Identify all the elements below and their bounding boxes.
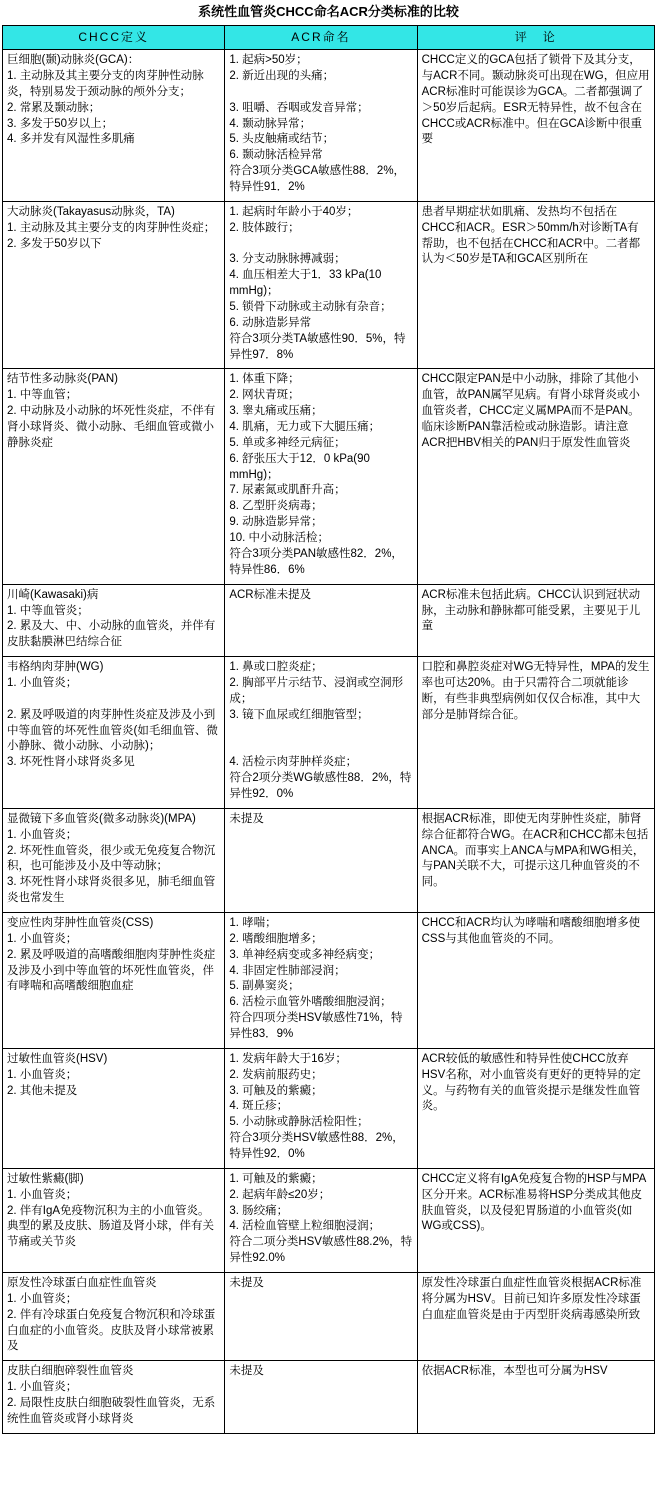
cell-comment [417, 369, 654, 584]
cell-line: CHCC限定PAN是中小动脉，排除了其他小血管，故PAN属罕见病。有肾小球肾炎或小血管炎者，CHCC定义属MPA而不是PAN。临床诊断PAN靠活检或动脉造影。请注意ACR把HBV相关的PAN归于原发性血管炎 [421, 373, 640, 449]
cell-comment [417, 1048, 654, 1168]
cell-acr [225, 1048, 417, 1168]
cell-acr [225, 584, 417, 656]
cell-line: 5. 锁骨下动脉或主动脉有杂音； [229, 301, 392, 314]
cell-line: 符合2项分类WG敏感性88．2%，特异性92．0% [229, 772, 412, 800]
cell-line: 1. 小血管炎； [7, 1381, 78, 1394]
table-row [3, 50, 655, 202]
cell-line: 1. 小血管炎； [7, 932, 78, 945]
cell-line: 符合四项分类HSV敏感性71%，特异性83．9% [229, 1012, 403, 1040]
cell-comment [417, 1361, 654, 1433]
cell-line: 4. 血压相差大于1．33 kPa(10 mmHg)； [229, 269, 382, 298]
cell-chcc [3, 584, 225, 656]
cell-line: 符合二项分类HSV敏感性88.2%，特异性92.0% [229, 1236, 413, 1265]
cell-line: 2. 发病前服药史； [229, 1068, 323, 1081]
cell-line: 2. 起病年龄≤20岁； [229, 1188, 331, 1201]
cell-acr [225, 1273, 417, 1361]
cell-line: 2. 中动脉及小动脉的坏死性炎症，不伴有肾小球肾炎、微小动脉、毛细血管或微小静脉炎症 [7, 405, 216, 449]
column-header-chcc: CHCC定义 [3, 25, 225, 50]
cell-chcc [3, 1168, 225, 1272]
table-row [3, 369, 655, 584]
cell-line: 6. 活检示血管外嗜酸细胞浸润； [229, 996, 392, 1009]
cell-line: 5. 单或多神经元病征； [229, 436, 346, 449]
cell-line: 符合3项分类HSV敏感性88．2%，特异性92．0% [229, 1132, 404, 1160]
cell-comment [417, 1168, 654, 1272]
cell-acr [225, 50, 417, 202]
cell-line [229, 237, 412, 253]
vasculitis-comparison-table [2, 25, 655, 1434]
cell-line: 皮肤白细胞碎裂性血管炎 [7, 1365, 134, 1378]
table-row [3, 657, 655, 809]
cell-line: 2. 嗜酸细胞增多； [229, 932, 323, 945]
cell-line: 2. 累及呼吸道的高嗜酸细胞肉芽肿性炎症及涉及小到中等血管的坏死性血管炎，伴有哮喘和高嗜酸细胞血症 [7, 948, 216, 993]
cell-chcc [3, 657, 225, 809]
cell-line: 1. 鼻或口腔炎症； [229, 661, 323, 674]
table-row [3, 1168, 655, 1272]
cell-line: 2. 累及大、中、小动脉的血管炎，并伴有皮肤黏膜淋巴结综合征 [7, 620, 216, 649]
column-header-comment: 评 论 [417, 25, 654, 50]
cell-line: 口腔和鼻腔炎症对WG无特异性，MPA的发生率也可达20%。由于只需符合二项就能诊断，有些非典型病例如仅仅合标准，其中大部分是肺肾综合征。 [421, 661, 650, 721]
cell-chcc [3, 1273, 225, 1361]
cell-line: 7. 尿素氮或肌酐升高； [229, 484, 346, 497]
cell-acr [225, 201, 417, 369]
cell-line: 3. 咀嚼、吞咽或发音异常； [229, 101, 369, 114]
cell-line: 韦格纳肉芽肿(WG) [7, 661, 104, 674]
cell-line: 川崎(Kawasaki)病 [7, 588, 99, 601]
cell-line: 1. 可触及的紫癜； [229, 1172, 323, 1185]
cell-comment [417, 584, 654, 656]
cell-line: 2. 坏死性血管炎，很少或无免疫复合物沉积，也可能涉及小及中等动脉； [7, 844, 216, 873]
cell-line: 4. 非固定性肺部浸润； [229, 964, 346, 977]
cell-line: 3. 可触及的紫癜； [229, 1084, 323, 1097]
cell-comment [417, 808, 654, 912]
cell-line: 1. 小血管炎； [7, 1292, 78, 1305]
cell-line: 符合3项分类GCA敏感性88．2%，特异性91．2% [229, 165, 406, 194]
cell-chcc [3, 1361, 225, 1433]
table-row [3, 201, 655, 369]
cell-line: 1. 小血管炎； [7, 828, 78, 841]
table-row [3, 584, 655, 656]
cell-line: 5. 小动脉或静脉活检阳性； [229, 1116, 369, 1129]
cell-acr [225, 1168, 417, 1272]
cell-line: CHCC和ACR均认为哮喘和嗜酸细胞增多使CSS与其他血管炎的不同。 [421, 916, 641, 945]
cell-comment [417, 657, 654, 809]
cell-line: 4. 活检示肉芽肿样炎症； [229, 756, 358, 769]
cell-line: 1. 发病年龄大于16岁； [229, 1052, 347, 1065]
cell-line: 4. 多并发有风湿性多肌痛 [7, 133, 135, 146]
cell-acr [225, 657, 417, 809]
cell-line: 10. 中小动脉活检； [229, 532, 330, 545]
cell-comment [417, 912, 654, 1048]
cell-line: 2. 常累及颞动脉； [7, 101, 101, 114]
table-header-row [3, 25, 655, 50]
table-row [3, 1048, 655, 1168]
cell-line: 2. 伴有IgA免疫物沉积为主的小血管炎。典型的累及皮肤、肠道及肾小球，伴有关节痛或关节炎 [7, 1204, 214, 1249]
cell-line: 结节性多动脉炎(PAN) [7, 373, 118, 386]
cell-line: 1. 小血管炎； [7, 676, 78, 689]
table-row [3, 808, 655, 912]
cell-line: 2. 肢体跛行； [229, 221, 300, 234]
cell-line: 1. 哮喘； [229, 916, 277, 929]
cell-acr [225, 808, 417, 912]
cell-line: 1. 主动脉及其主要分支的肉芽肿性动脉炎，特别易发于颈动脉的颅外分支； [7, 70, 204, 98]
cell-line: 变应性肉芽肿性血管炎(CSS) [7, 916, 154, 929]
cell-line [7, 692, 220, 708]
cell-line: 2. 胸部平片示结节、浸润或空洞形成； [229, 676, 404, 705]
cell-comment [417, 50, 654, 202]
cell-line: 原发性冷球蛋白血症性血管炎根据ACR标准将分属为HSV。目前已知许多原发性冷球蛋白血症血管炎是由于丙型肝炎病毒感染所致 [421, 1277, 642, 1321]
cell-chcc [3, 50, 225, 202]
cell-line: 6. 动脉造影异常 [229, 316, 312, 329]
cell-line [229, 724, 412, 740]
cell-chcc [3, 912, 225, 1048]
cell-line: 显微镜下多血管炎(微多动脉炎)(MPA) [7, 812, 196, 825]
cell-line: 4. 活检血管壁上粒细胞浸润； [229, 1220, 381, 1233]
cell-line: 4. 肌痛，无力或下大腿压痛； [229, 421, 381, 434]
cell-line: 3. 坏死性肾小球肾炎多见 [7, 756, 135, 769]
cell-line: CHCC定义的GCA包括了锁骨下及其分支，与ACR不同。颞动脉炎可出现在WG，但应用ACR标准时可能误诊为GCA。二者都强调了＞50岁后起病。ESR无特异性，故不包含在CHCC或ACR标准中。但在GCA诊断中很重要 [421, 54, 650, 146]
cell-line: 根据ACR标准，即使无肉芽肿性炎症，肺肾综合征都符合WG。在ACR和CHCC都未包括ANCA。而事实上ANCA与MPA和WG相关，与PAN关联不大，可提示这几种血管炎的不同。 [421, 812, 649, 889]
cell-line: 6. 颞动脉活检异常 [229, 149, 323, 162]
cell-line: 依据ACR标准，本型也可分属为HSV [421, 1365, 608, 1378]
cell-acr [225, 912, 417, 1048]
cell-line: 未提及 [229, 1277, 264, 1290]
cell-line: 过敏性血管炎(HSV) [7, 1052, 108, 1065]
cell-line [229, 739, 412, 755]
cell-line: 符合3项分类PAN敏感性82．2%，特异性86．6% [229, 547, 403, 576]
cell-line: 2. 局限性皮肤白细胞破裂性血管炎，无系统性血管炎或肾小球肾炎 [7, 1397, 216, 1425]
cell-line: 1. 中等血管； [7, 389, 78, 402]
cell-line: 3. 分支动脉脉搏减弱； [229, 253, 346, 266]
cell-line: 1. 起病时年龄小于40岁； [229, 205, 359, 218]
cell-line: ACR标准未包括此病。CHCC认识到冠状动脉，主动脉和静脉都可能受累，主要见于儿童 [421, 588, 641, 633]
cell-line: 4. 斑丘疹； [229, 1100, 289, 1113]
cell-line: 1. 主动脉及其主要分支的肉芽肿性炎症； [7, 221, 216, 234]
cell-line: 8. 乙型肝炎病毒； [229, 500, 323, 513]
cell-line: CHCC定义将有IgA免疫复合物的HSP与MPA区分开来。ACR标准易将HSP分类成其他皮肤血管炎，以及侵犯胃肠道的小血管炎(如WG或CSS)。 [421, 1172, 647, 1233]
cell-line: 3. 多发于50岁以上； [7, 117, 114, 130]
cell-line: 1. 中等血管炎； [7, 604, 89, 617]
cell-line: 未提及 [229, 1365, 264, 1378]
cell-line: 6. 舒张压大于12．0 kPa(90 mmHg)； [229, 452, 370, 481]
cell-line: 过敏性紫癜(脚) [7, 1172, 84, 1185]
cell-acr [225, 369, 417, 584]
table-row [3, 912, 655, 1048]
cell-line: 3. 坏死性肾小球肾炎很多见，肺毛细血管炎也常发生 [7, 876, 216, 905]
cell-chcc [3, 1048, 225, 1168]
cell-acr [225, 1361, 417, 1433]
column-header-acr: ACR命名 [225, 25, 417, 50]
cell-line: 9. 动脉造影异常； [229, 516, 323, 529]
cell-line: 2. 多发于50岁以下 [7, 237, 102, 250]
cell-line: 3. 镜下血尿或红细胞管型； [229, 708, 369, 721]
cell-line: 1. 小血管炎； [7, 1188, 78, 1201]
cell-comment [417, 1273, 654, 1361]
cell-line: 巨细胞(颞)动脉炎(GCA)： [7, 54, 140, 67]
cell-line: 4. 颞动脉异常； [229, 117, 312, 130]
cell-line: ACR较低的敏感性和特异性使CHCC放弃HSV名称，对小血管炎有更好的更特异的定义。与药物有关的血管炎提示是继发性血管炎。 [421, 1052, 641, 1113]
cell-line: 大动脉炎(Takayasus动脉炎，TA) [7, 205, 175, 218]
cell-line: 3. 睾丸痛或压痛； [229, 405, 323, 418]
cell-line: 1. 体重下降； [229, 373, 300, 386]
table-row [3, 1273, 655, 1361]
cell-line: 5. 头皮触痛或结节； [229, 133, 335, 146]
cell-line [229, 85, 412, 101]
cell-line: 3. 肠绞痛； [229, 1204, 289, 1217]
cell-line: 2. 网状青斑； [229, 389, 300, 402]
cell-line: 2. 新近出现的头痛； [229, 70, 335, 82]
cell-line: ACR标准未提及 [229, 588, 312, 601]
cell-line: 未提及 [229, 812, 264, 825]
cell-line: 符合3项分类TA敏感性90．5%，特异性97．8% [229, 332, 406, 361]
cell-line: 1. 起病>50岁； [229, 54, 308, 67]
cell-line: 原发性冷球蛋白血症性血管炎 [7, 1277, 157, 1290]
cell-line: 3. 单神经病变或多神经病变； [229, 948, 381, 961]
cell-comment [417, 201, 654, 369]
cell-chcc [3, 808, 225, 912]
cell-line: 2. 伴有冷球蛋白免疫复合物沉积和冷球蛋白血症的小血管炎。皮肤及肾小球常被累及 [7, 1308, 216, 1353]
page-title: 系统性血管炎CHCC命名ACR分类标准的比较 [198, 4, 459, 19]
table-body [3, 50, 655, 1434]
cell-chcc [3, 369, 225, 584]
cell-line: 1. 小血管炎； [7, 1068, 78, 1081]
cell-line: 患者早期症状如肌痛、发热均不包括在CHCC和ACR。ESR＞50mm/h对诊断TA有帮助，也不包括在CHCC和ACR中。二者都认为＜50岁是TA和GCA区别所在 [421, 205, 641, 266]
cell-line: 5. 副鼻窦炎； [229, 980, 300, 993]
cell-chcc [3, 201, 225, 369]
cell-line: 2. 其他未提及 [7, 1084, 78, 1097]
table-row [3, 1361, 655, 1433]
cell-line: 2. 累及呼吸道的肉芽肿性炎症及涉及小到中等血管的坏死性血管炎(如毛细血管、微小静脉、微小动脉、小动脉)； [7, 708, 218, 753]
